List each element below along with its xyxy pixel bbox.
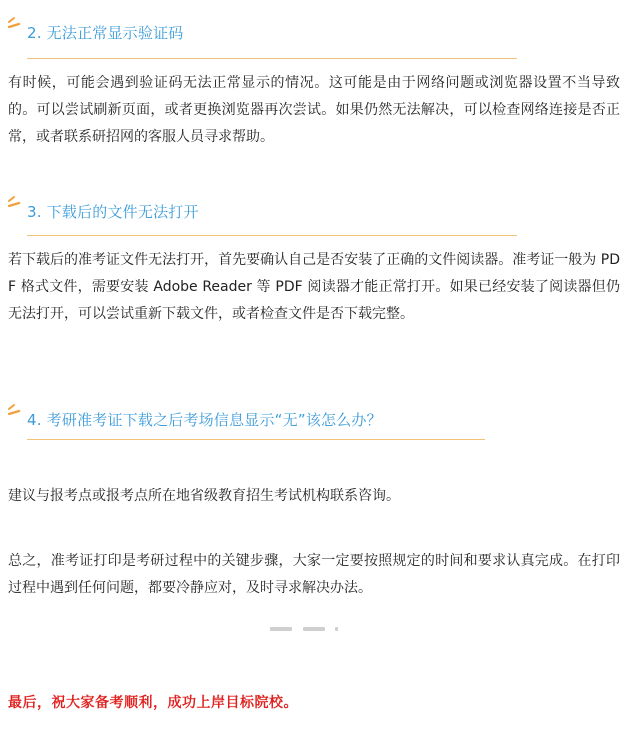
closing-message: 最后，祝大家备考顺利，成功上岸目标院校。: [8, 695, 298, 711]
section-title: 4. 考研准考证下载之后考场信息显示“无”该怎么办？: [27, 411, 382, 429]
divider-dot: [335, 627, 338, 631]
divider-dash: [270, 627, 292, 631]
heading-underline: [27, 235, 517, 236]
section-paragraph: 建议与报考点或报考点所在地省级教育招生考试机构联系咨询。: [8, 488, 400, 504]
pencil-mark-icon: [8, 403, 22, 415]
section-paragraph: 若下载后的准考证文件无法打开，首先要确认自己是否安装了正确的文件阅读器。准考证一般为 PDF 格式文件，需要安装 Adobe Reader 等 PDF 阅读器才能正常打开。如果已经安装了阅读器但仍无法打开，可以尝试重新下载文件，或者检查文件是否下载完整。: [8, 252, 620, 322]
section-title: 2. 无法正常显示验证码: [27, 24, 184, 42]
heading-underline: [27, 58, 517, 59]
summary-paragraph: 总之，准考证打印是考研过程中的关键步骤，大家一定要按照规定的时间和要求认真完成。在打印过程中遇到任何问题，都要冷静应对，及时寻求解决办法。: [8, 553, 620, 596]
pencil-mark-icon: [8, 16, 22, 28]
divider-dash: [303, 627, 325, 631]
pencil-mark-icon: [8, 195, 22, 207]
heading-underline: [27, 439, 485, 440]
section-title: 3. 下载后的文件无法打开: [27, 203, 199, 221]
section-paragraph: 有时候，可能会遇到验证码无法正常显示的情况。这可能是由于网络问题或浏览器设置不当导致的。可以尝试刷新页面，或者更换浏览器再次尝试。如果仍然无法解决，可以检查网络连接是否正常，或者联系研招网的客服人员寻求帮助。: [8, 75, 620, 145]
